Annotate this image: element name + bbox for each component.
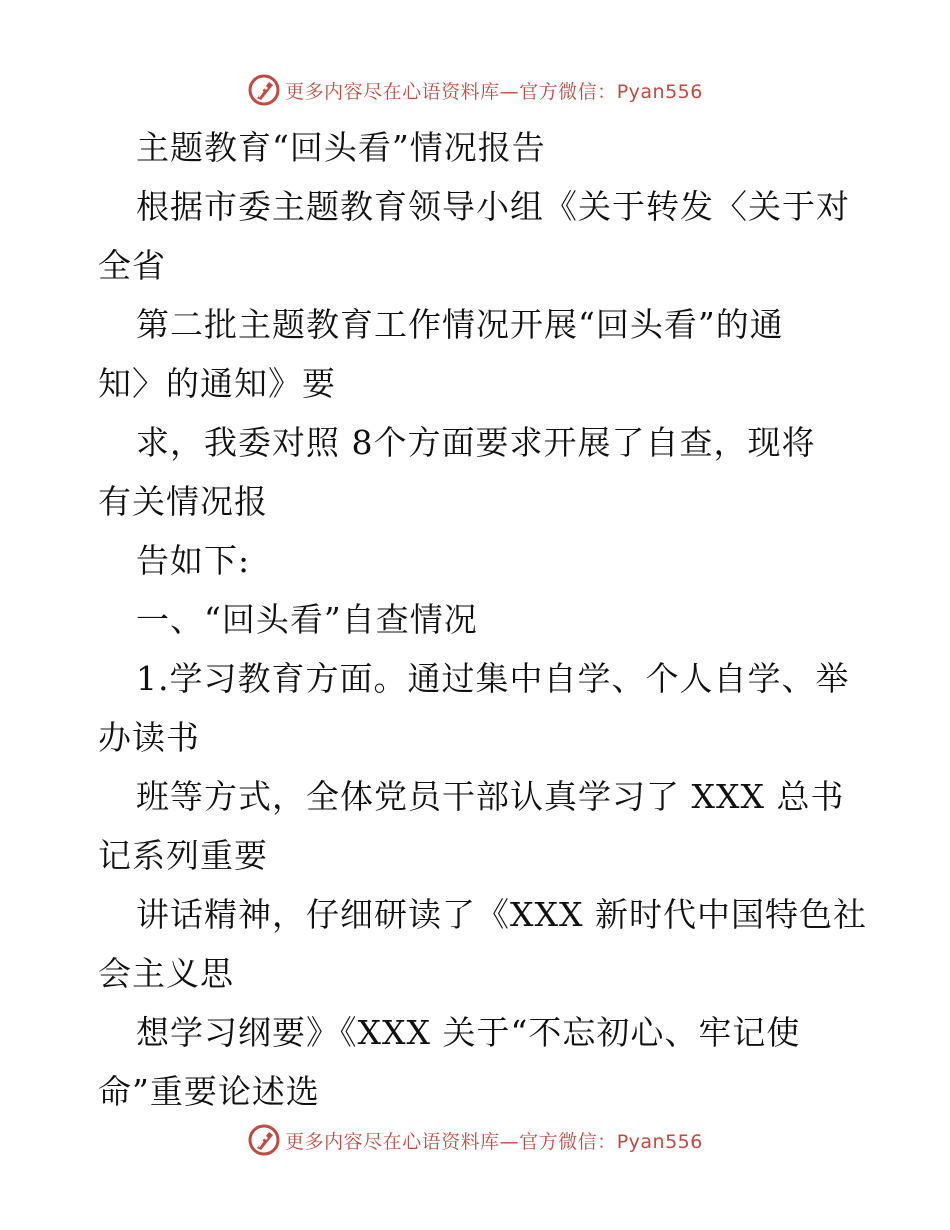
watermark-dash: — bbox=[499, 80, 520, 103]
document-line: 一、“回头看”自查情况 bbox=[136, 600, 478, 639]
document-line: 班等方式，全体党员干部认真学习了 XXX 总书 bbox=[136, 777, 845, 816]
document-line: 1.学习教育方面。通过集中自学、个人自学、举 bbox=[136, 659, 850, 698]
watermark-main: 更多内容尽在心语资料库 bbox=[285, 1130, 500, 1153]
document-line: 全省 bbox=[98, 246, 166, 285]
header-watermark bbox=[0, 70, 950, 110]
watermark-dash: — bbox=[499, 1130, 520, 1153]
document-line: 主题教育“回头看”情况报告 bbox=[136, 128, 546, 167]
document-body bbox=[98, 118, 867, 1121]
fountain-pen-circle-icon bbox=[247, 73, 281, 107]
document-line: 记系列重要 bbox=[98, 836, 268, 875]
watermark-wechat-label: 官方微信： bbox=[519, 1130, 617, 1153]
document-line: 会主义思 bbox=[98, 954, 234, 993]
document-line: 根据市委主题教育领导小组《关于转发〈关于对 bbox=[136, 187, 850, 226]
document-line: 求，我委对照 8个方面要求开展了自查，现将 bbox=[136, 423, 816, 462]
footer-watermark bbox=[0, 1120, 950, 1160]
document-line: 办读书 bbox=[98, 718, 200, 757]
fountain-pen-circle-icon bbox=[247, 1123, 281, 1157]
document-line: 告如下: bbox=[136, 541, 251, 580]
watermark-wechat-id: Pyan556 bbox=[616, 1130, 703, 1153]
watermark-text bbox=[285, 77, 703, 104]
watermark-wechat-id: Pyan556 bbox=[616, 80, 703, 103]
document-line: 知〉的通知》要 bbox=[98, 364, 336, 403]
document-line: 有关情况报 bbox=[98, 482, 268, 521]
document-line: 命”重要论述选 bbox=[98, 1072, 320, 1111]
document-line: 第二批主题教育工作情况开展“回头看”的通 bbox=[136, 305, 784, 344]
watermark-text bbox=[285, 1127, 703, 1154]
watermark-wechat-label: 官方微信： bbox=[519, 80, 617, 103]
document-line: 讲话精神，仔细研读了《XXX 新时代中国特色社 bbox=[136, 895, 867, 934]
document-line: 想学习纲要》《XXX 关于“不忘初心、牢记使 bbox=[136, 1013, 801, 1052]
watermark-main: 更多内容尽在心语资料库 bbox=[285, 80, 500, 103]
